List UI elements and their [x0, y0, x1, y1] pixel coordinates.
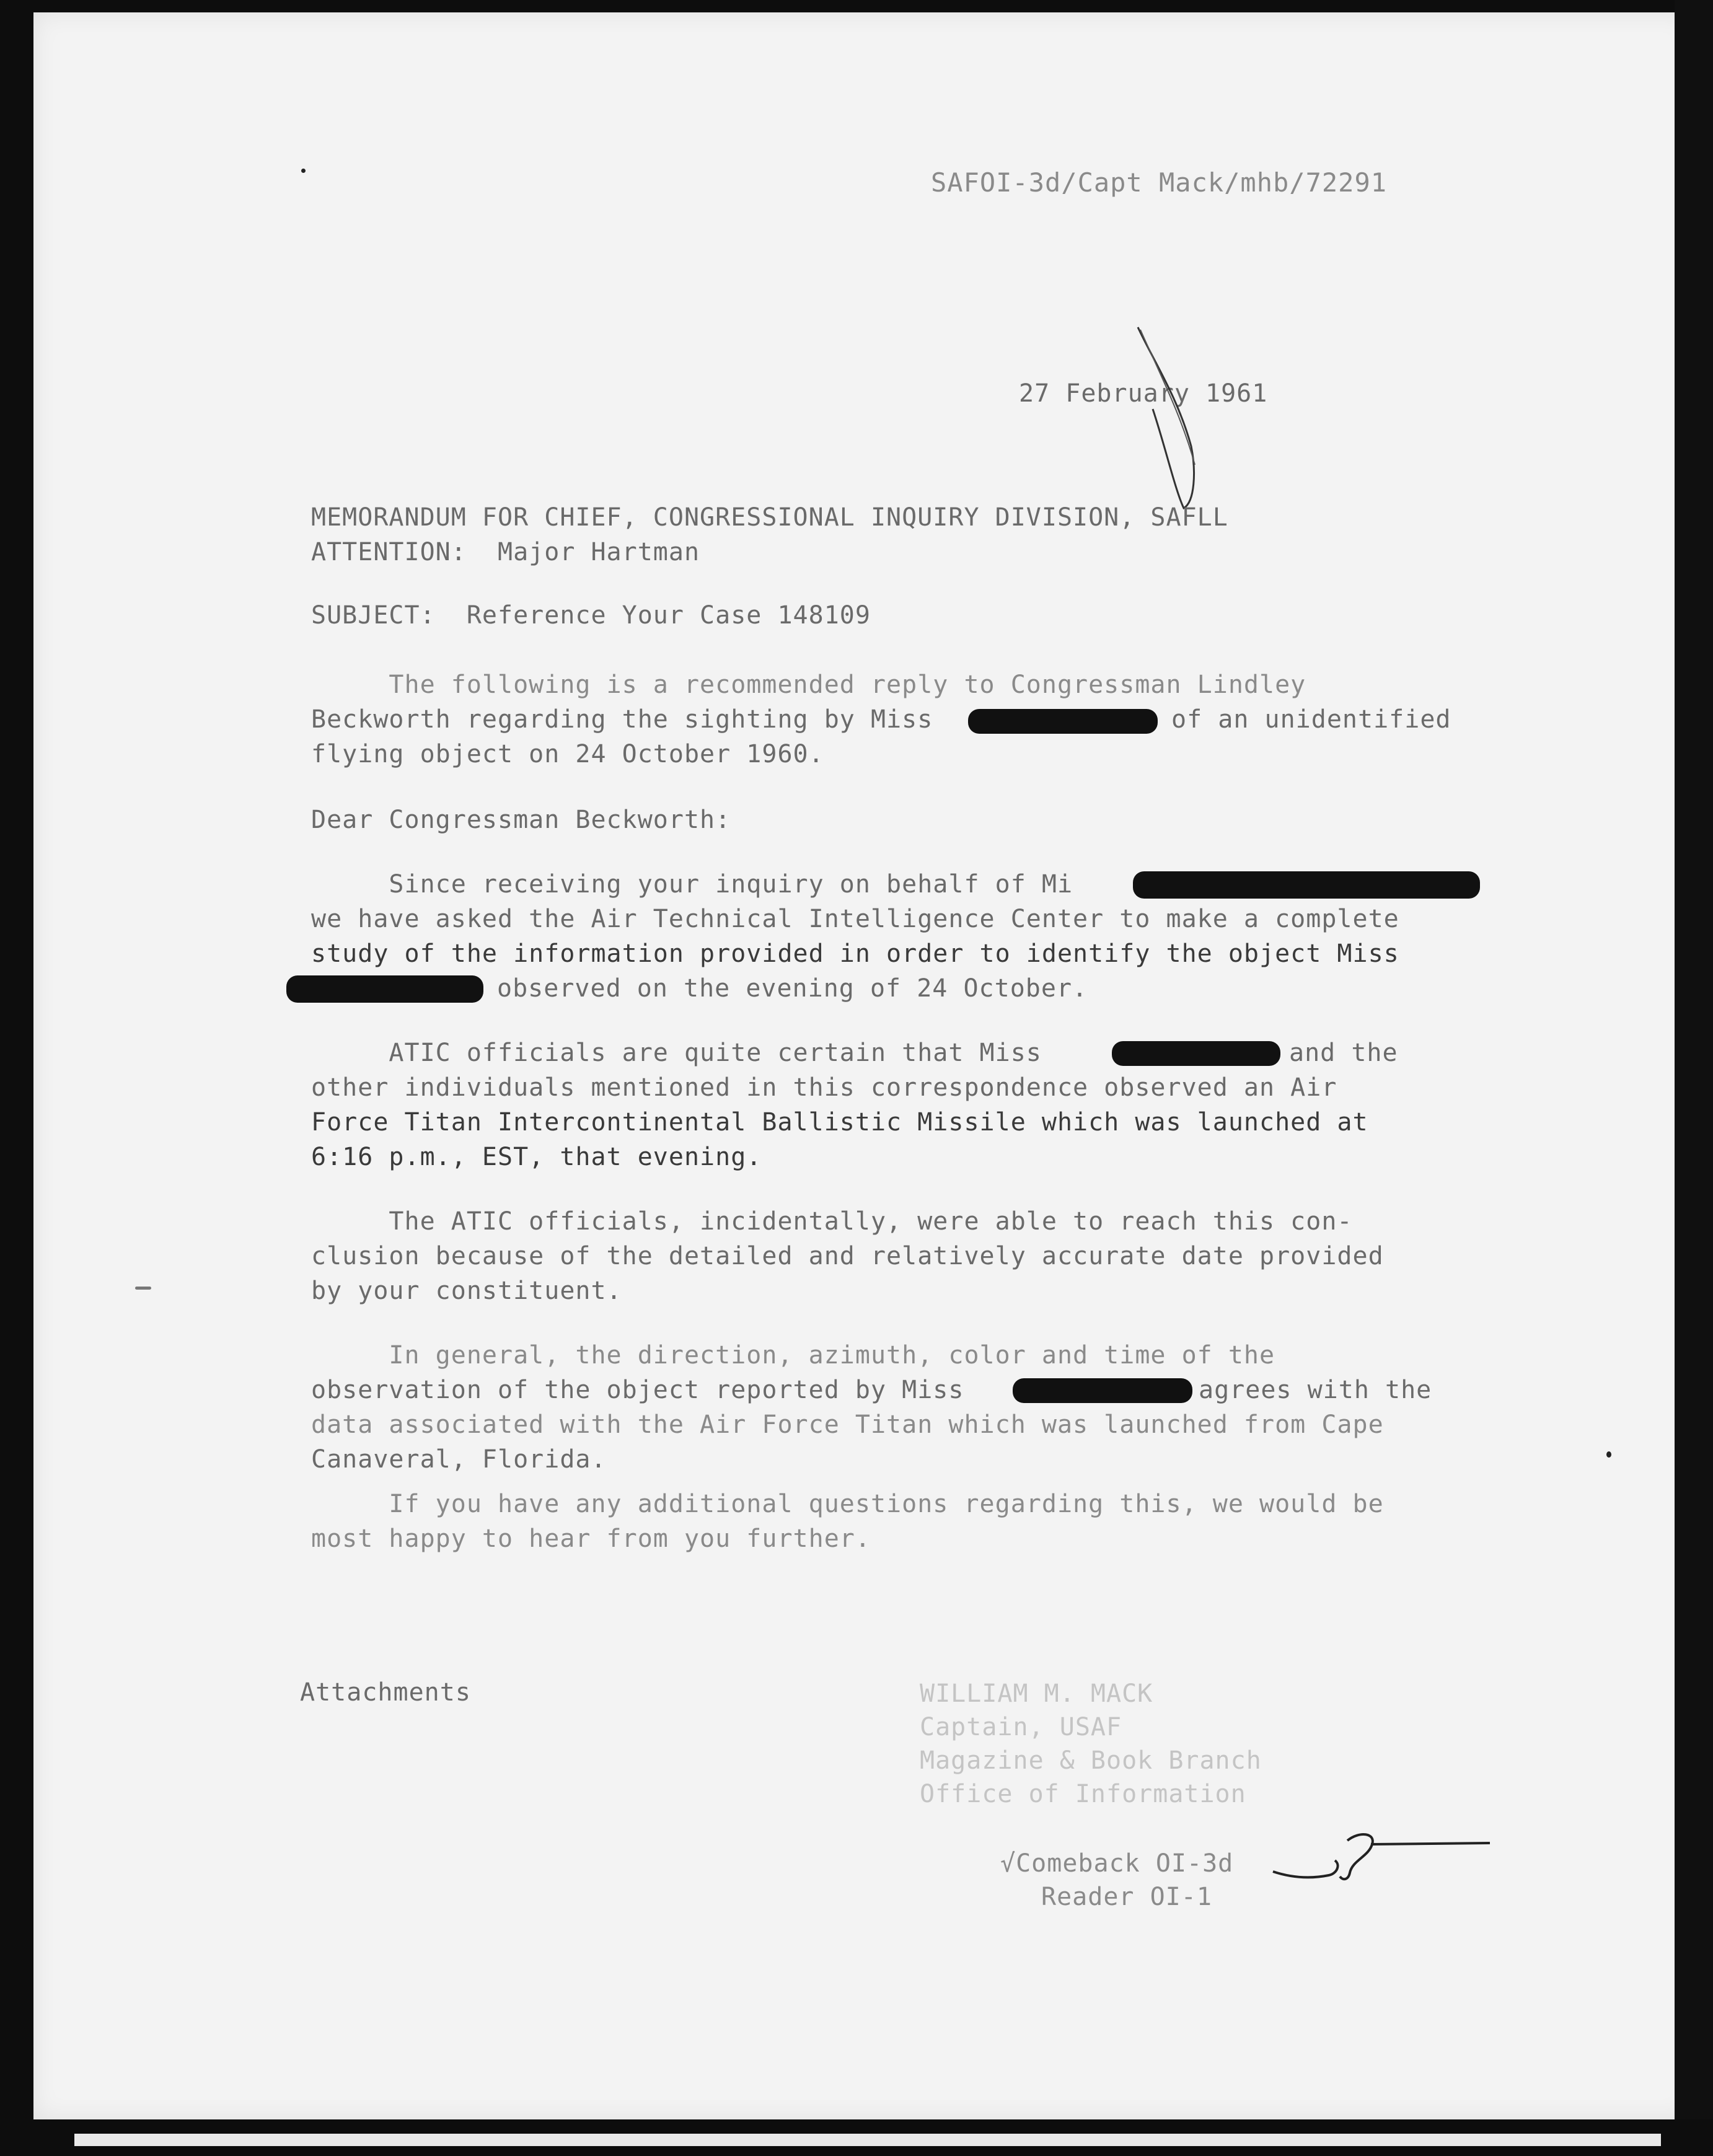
memo-page — [33, 12, 1691, 2119]
redaction-bar — [1133, 871, 1480, 899]
para3-line-3: by your constituent. — [311, 1277, 622, 1305]
para2-line-4: 6:16 p.m., EST, that evening. — [311, 1143, 762, 1171]
para5-line-2: most happy to hear from you further. — [311, 1525, 871, 1553]
memo-subject: SUBJECT: Reference Your Case 148109 — [311, 601, 871, 630]
handwritten-initials — [1267, 1822, 1502, 1890]
signature-office: Office of Information — [920, 1780, 1246, 1808]
file-reference: SAFOI-3d/Capt Mack/mhb/72291 — [931, 167, 1388, 198]
routing-comeback: √Comeback OI-3d — [1000, 1849, 1234, 1878]
scan-frame — [17, 0, 1691, 2156]
signature-branch: Magazine & Book Branch — [920, 1746, 1262, 1775]
para1-line-2: we have asked the Air Technical Intelligence Center to make a complete — [311, 905, 1399, 933]
redaction-bar — [1013, 1378, 1192, 1403]
intro-line-2-tail: of an unidentified — [1171, 705, 1451, 734]
para1-line-4: observed on the evening of 24 October. — [497, 974, 1088, 1003]
routing-reader: Reader OI-1 — [1041, 1883, 1212, 1911]
signature-rank: Captain, USAF — [920, 1713, 1122, 1741]
memo-attention: ATTENTION: Major Hartman — [311, 538, 700, 566]
attachments-label: Attachments — [300, 1678, 471, 1707]
film-strip-bottom — [74, 2134, 1661, 2146]
intro-line-2: Beckworth regarding the sighting by Miss — [311, 705, 933, 734]
scan-speck — [301, 169, 306, 173]
redaction-bar — [286, 975, 483, 1003]
intro-line-3: flying object on 24 October 1960. — [311, 740, 824, 768]
para1-line-3: study of the information provided in order to identify the object Miss — [311, 939, 1399, 968]
para2-line-1-tail: and the — [1289, 1039, 1398, 1067]
para4-line-2: observation of the object reported by Miss — [311, 1376, 964, 1404]
para2-line-2: other individuals mentioned in this correspondence observed an Air — [311, 1073, 1337, 1102]
para5-line-1: If you have any additional questions regarding this, we would be — [311, 1490, 1384, 1518]
para4-line-2-tail: agrees with the — [1199, 1376, 1432, 1404]
para4-line-4: Canaveral, Florida. — [311, 1445, 607, 1474]
memo-addressee: MEMORANDUM FOR CHIEF, CONGRESSIONAL INQUIRY DIVISION, SAFLL — [311, 503, 1228, 532]
para1-line-1: Since receiving your inquiry on behalf of Mi — [311, 870, 1073, 899]
para4-line-1: In general, the direction, azimuth, color and time of the — [311, 1341, 1275, 1370]
para4-line-3: data associated with the Air Force Titan which was launched from Cape — [311, 1410, 1384, 1439]
film-edge-right — [1675, 0, 1713, 2156]
handwritten-check-mark — [1134, 322, 1209, 521]
para3-line-1: The ATIC officials, incidentally, were able to reach this con- — [311, 1207, 1353, 1236]
salutation: Dear Congressman Beckworth: — [311, 806, 731, 834]
scan-speck — [135, 1287, 151, 1290]
para2-line-3: Force Titan Intercontinental Ballistic Missile which was launched at — [311, 1108, 1368, 1137]
redaction-bar — [1112, 1041, 1280, 1066]
intro-line-1: The following is a recommended reply to Congressman Lindley — [311, 671, 1306, 699]
para2-line-1: ATIC officials are quite certain that Miss — [311, 1039, 1042, 1067]
redaction-bar — [968, 709, 1158, 734]
para3-line-2: clusion because of the detailed and relatively accurate date provided — [311, 1242, 1384, 1270]
scan-speck — [1606, 1451, 1611, 1458]
memo-date: 27 February 1961 — [1019, 379, 1268, 408]
signature-name: WILLIAM M. MACK — [920, 1679, 1153, 1708]
